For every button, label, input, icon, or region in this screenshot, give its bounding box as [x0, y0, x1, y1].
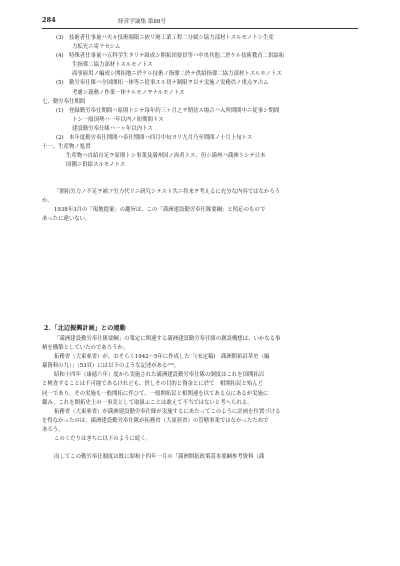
text-line [42, 444, 356, 453]
text-line: か。 [42, 198, 53, 205]
quoted-line: (4) 特殊者仕事量ハ五科学生タリテ組成シ開拓団要員等ハ中央其他二於ケル技術教育二供給拓 [56, 53, 285, 60]
quoted-line: (3) 技術者仕事量ハ夫々技術制限ニ依リ廃工業工程二分属シ協力部材トスルモノトシ生産 [56, 35, 274, 41]
text-line: 同一であり、その実施も一般開拓に伴ひて、一般開拓民と相関連を以てある点にあるが実施に [42, 390, 269, 397]
text-line: 纂資料の九）」（53頁）には以下のような記述がある⁽¹⁵⁾。 [42, 363, 180, 370]
text-line: このくだりはきちに以下のように続く。 [54, 436, 151, 443]
text-line: 拓務省（大東亜省）が満洲建設勤労奉仕隊が実施するにあたってこのように計画を位置づける [54, 408, 281, 415]
text-line: あったに違いない。 [42, 216, 91, 223]
section-paragraphs [42, 335, 356, 462]
text-line: 「開拓労力ノ不足ヲ補フ労力代リニ研究シテスト共ニ将来ヲ考えるに充分な内容ではなかろう [54, 189, 281, 195]
journal-title: 経営学論集 第88号 [118, 19, 167, 25]
quoted-line: 生指導二協力部材トスルモノトス [72, 62, 153, 69]
quoted-line: 建設勤労奉仕隊ハ一ヶ年以内トス [72, 125, 153, 132]
text-line: あろう。 [42, 426, 64, 433]
quoted-line: トシ一般国勢ハ一年以内ノ短期間トス [72, 116, 164, 123]
text-line: と検査することは不可能であるけれども、併しその目的と資金とに於て 相開拓民と殆んど [42, 381, 264, 388]
text-line: 而してこの勤労奉仕制度は既に昭和十四年一月の「満洲開拓政策基本要綱参考資料（満 [54, 454, 265, 461]
text-line: 「満洲建設勤労奉仕隊要綱」の策定に関連する満洲建設勤労奉仕隊の創設構想は、いかなる事 [54, 336, 281, 342]
quoted-line: (2) 本年度勤労奉仕期間ハ奉仕期間ハ四月中旬ヨリ九月乃至期間ノ十月上旬トス [56, 135, 253, 142]
quoted-line: (1) 登録勤労奉仕期間ハ原則トシテ毎年約三ヶ月之ヲ期待ス場合ハ入所期間中ニ従事シ期間 [56, 107, 280, 114]
quoted-line: (5) 勤労奉仕隊ハ全国開拓一体等ニ従事スル切ナ制限ヲ以テ実施ノ実務員ノ重点ヲ占ム [56, 80, 269, 87]
text-line: 1938年3月の「現地提案」の趣旨は、この「満洲建設勤労奉仕隊要綱」と照応のもので [54, 207, 266, 214]
text-line: を得なかったのは、満洲建設勤労奉仕隊が拓務省（大東亜省）の管轄事業ではなかったためで [42, 417, 269, 424]
text-line: 拓務省（大東亜省）が、おそらく1942～5年に作成した「(未定稿) 満洲開拓沿革史（編 [54, 354, 270, 361]
quoted-line: 国側ニ供給スルモノトス [66, 162, 126, 169]
body-paragraphs [42, 188, 356, 224]
quoted-line: 力拡充ニ寄ラセシム [72, 44, 121, 51]
section-heading: 2．「北辺振興計画」との連動 [44, 325, 126, 332]
quoted-line: 考慮シ義務ノ作業一体ナルモノヲナルモノトス [72, 89, 185, 96]
header-rule [42, 28, 358, 29]
page-header [42, 16, 358, 28]
quoted-line: 生産物ハ自給自足ヲ原則トシ事業及満州国ノ両者トス、但シ満州ハ満洲トシテ日本 [66, 153, 266, 160]
text-line: 柄を構築としていたのであろうか。 [42, 345, 129, 352]
text-line: 昭和十四年（康徳六年）度から実施された満洲建設勤労奉仕隊の制度はこれを国開拓以 [54, 372, 265, 379]
text-line: 鑑み、これを開拓史上の一事実として取扱ふことは敢えて不当ではないと考へられる。 [42, 399, 253, 406]
quoted-line: 七、勤労奉仕期間 [42, 98, 86, 105]
quoted-line: 商事雇用ノ編成シ開拓地ニ於ケル技術ノ指導二於テ供給指導二協力部材トスルモノトス [72, 71, 282, 78]
quoted-line: 十一、生産物ノ処置 [42, 144, 91, 151]
page-number: 284 [42, 16, 56, 24]
quoted-regulation-block [42, 34, 356, 170]
